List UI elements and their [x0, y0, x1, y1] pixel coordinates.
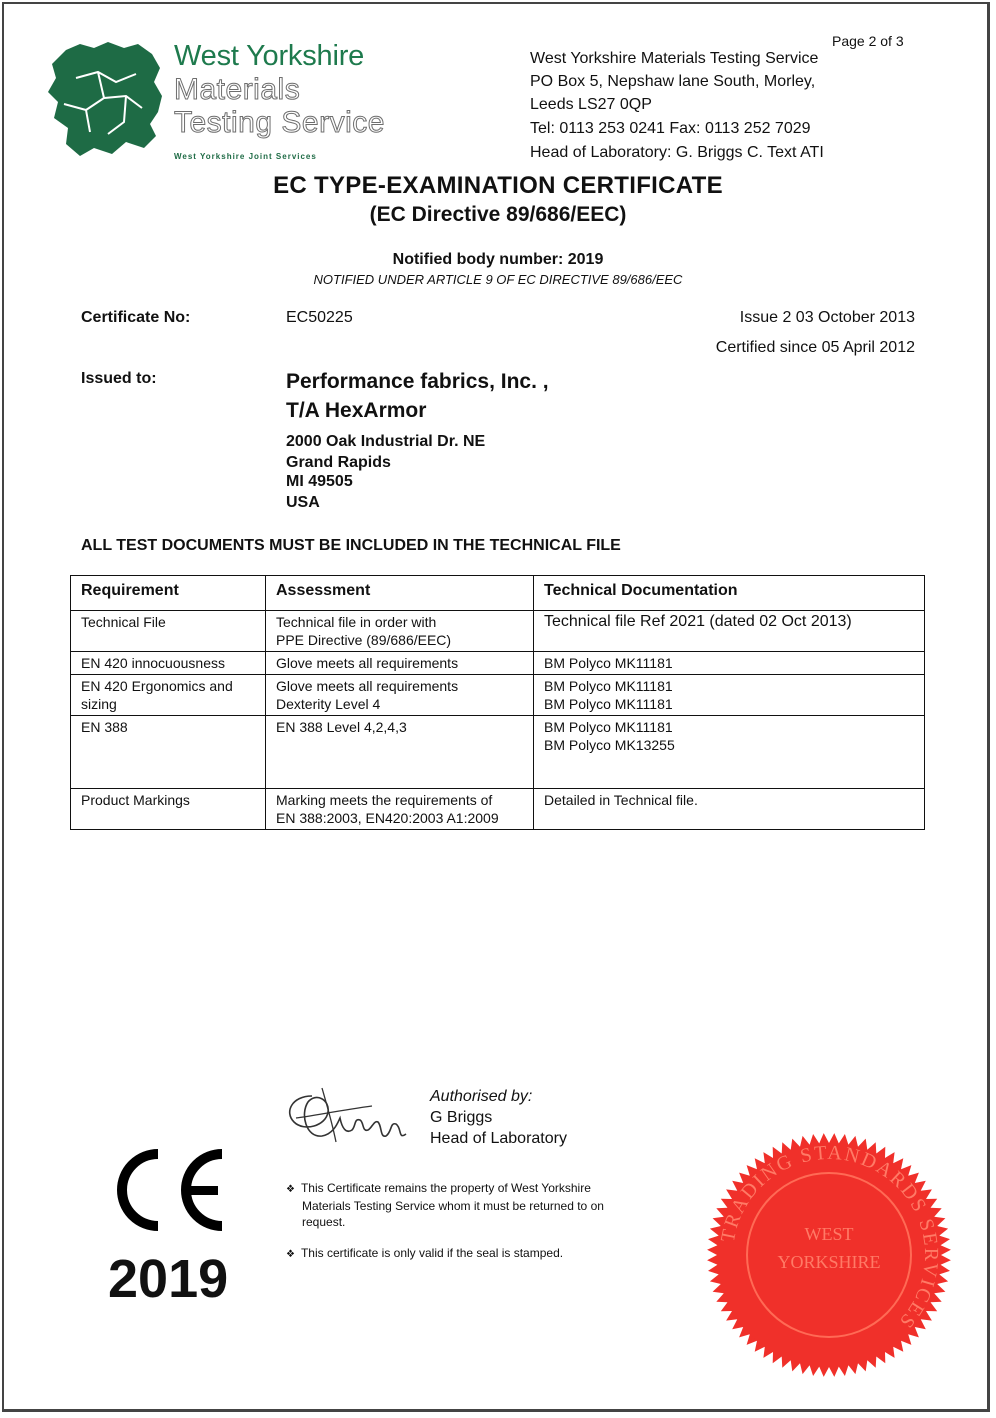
logo-subtitle: West Yorkshire Joint Services — [174, 152, 317, 161]
documentation-cell: BM Polyco MK11181 BM Polyco MK11181 — [534, 675, 925, 716]
requirement-cell: EN 420 innocuousness — [71, 652, 266, 675]
company-country: USA — [286, 494, 320, 511]
certificate-number: EC50225 — [286, 309, 353, 326]
signature-image — [282, 1082, 414, 1148]
authoriser-name: G Briggs — [430, 1109, 493, 1126]
notified-article: NOTIFIED UNDER ARTICLE 9 OF EC DIRECTIVE 89/686/EEC — [313, 272, 683, 287]
column-header: Requirement — [71, 576, 266, 611]
table-row — [71, 652, 925, 675]
certified-since: Certified since 05 April 2012 — [715, 339, 915, 356]
assessment-cell: Technical file in order with PPE Directive (89/686/EEC) — [266, 611, 534, 652]
documentation-cell: BM Polyco MK11181 BM Polyco MK13255 — [534, 716, 925, 789]
company-street: 2000 Oak Industrial Dr. NE — [286, 433, 486, 450]
documentation-cell: BM Polyco MK11181 — [534, 652, 925, 675]
issued-to-label: Issued to: — [81, 370, 157, 387]
head-of-laboratory: Head of Laboratory: G. Briggs C. Text ATI — [530, 144, 824, 161]
table-row — [71, 611, 925, 652]
requirement-cell: Product Markings — [71, 789, 266, 830]
org-address-line2: Leeds LS27 0QP — [530, 96, 652, 113]
table-row — [71, 789, 925, 830]
certificate-title: EC TYPE-EXAMINATION CERTIFICATE — [273, 172, 723, 199]
assessment-cell: EN 388 Level 4,2,4,3 — [266, 716, 534, 789]
authoriser-role: Head of Laboratory — [430, 1130, 567, 1147]
logo-title-line1: West Yorkshire — [174, 40, 365, 72]
company-name: Performance fabrics, Inc. , — [286, 370, 549, 393]
notified-body-number: Notified body number: 2019 — [392, 251, 604, 268]
org-phone: Tel: 0113 253 0241 Fax: 0113 252 7029 — [530, 120, 811, 137]
company-trading-as: T/A HexArmor — [286, 399, 427, 422]
logo-title-line2: Materials — [174, 73, 301, 106]
authorised-by-label: Authorised by: — [430, 1088, 533, 1105]
red-seal-stamp — [704, 1130, 954, 1380]
technical-file-notice: ALL TEST DOCUMENTS MUST BE INCLUDED IN THE TECHNICAL FILE — [81, 537, 621, 554]
page-number: Page 2 of 3 — [832, 33, 904, 49]
documentation-cell: Detailed in Technical file. — [534, 789, 925, 830]
directive-subtitle: (EC Directive 89/686/EEC) — [369, 203, 627, 226]
logo-title-line3: Testing Service — [174, 106, 385, 139]
seal-center-line1: WEST — [804, 1224, 854, 1244]
bullet-diamond-icon: ❖ — [286, 1184, 295, 1195]
west-yorkshire-map-logo — [46, 38, 166, 160]
seal-center-line2: YORKSHIRE — [777, 1252, 881, 1272]
column-header: Assessment — [266, 576, 534, 611]
documentation-cell: Technical file Ref 2021 (dated 02 Oct 2013) — [534, 611, 925, 652]
issue-date: Issue 2 03 October 2013 — [739, 309, 915, 326]
bullet-diamond-icon: ❖ — [286, 1249, 295, 1260]
requirement-cell: EN 420 Ergonomics and sizing — [71, 675, 266, 716]
requirement-cell: EN 388 — [71, 716, 266, 789]
ce-mark-icon — [100, 1146, 230, 1234]
requirements-table — [70, 575, 925, 830]
assessment-cell: Marking meets the requirements of EN 388:2003, EN420:2003 A1:2009 — [266, 789, 534, 830]
certificate-no-label: Certificate No: — [81, 309, 191, 326]
company-state-zip: MI 49505 — [286, 473, 353, 490]
table-row — [71, 675, 925, 716]
table-row — [71, 716, 925, 789]
company-city: Grand Rapids — [286, 454, 391, 471]
ce-notified-number: 2019 — [108, 1249, 229, 1309]
seal-ring-text: TRADING STANDARDS SERVICES — [716, 1141, 943, 1334]
footnote-seal: ❖ This certificate is only valid if the seal is stamped. — [286, 1246, 564, 1260]
table-header-row — [71, 576, 925, 611]
org-name: West Yorkshire Materials Testing Service — [530, 50, 819, 67]
footnote-property: ❖ This Certificate remains the property of West Yorkshire Materials Testing Service whom it must be returned to on request. — [286, 1181, 604, 1229]
column-header: Technical Documentation — [534, 576, 925, 611]
assessment-cell: Glove meets all requirements — [266, 652, 534, 675]
org-address-line1: PO Box 5, Nepshaw lane South, Morley, — [530, 73, 816, 90]
assessment-cell: Glove meets all requirements Dexterity Level 4 — [266, 675, 534, 716]
requirement-cell: Technical File — [71, 611, 266, 652]
